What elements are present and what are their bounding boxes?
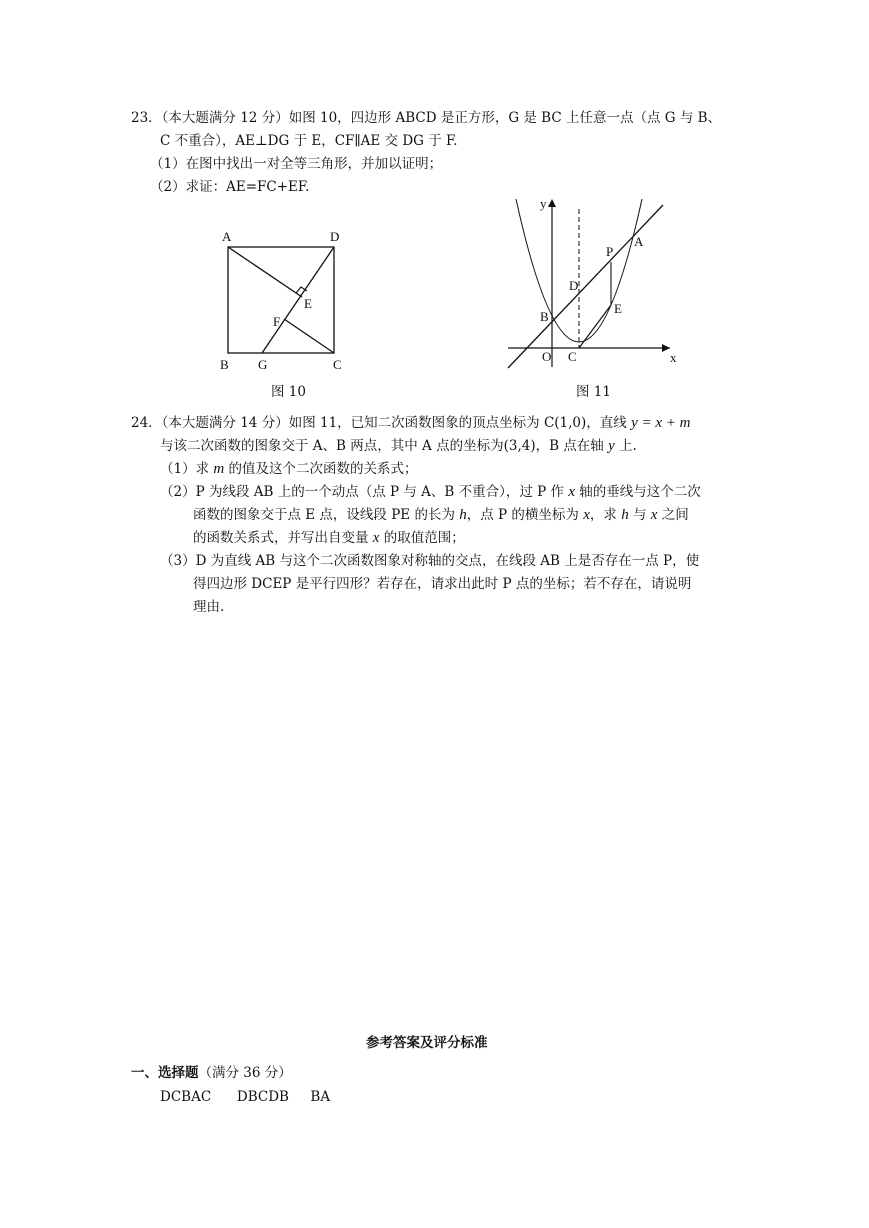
q24-line-2-end: 上. (614, 438, 637, 454)
q24-part-2-var-x: x (568, 484, 576, 500)
q24-line-equation: y = x + m (631, 415, 691, 431)
answers-section-1 (131, 1064, 292, 1082)
q23-part-1: （1）在图中找出一对全等三角形，并加以证明； (150, 156, 443, 172)
q24-part-2-var-h: h (459, 507, 467, 523)
figure-10 (210, 225, 360, 380)
fig11-label-O: O (542, 349, 552, 364)
fig11-label-C: C (568, 349, 577, 364)
fig10-label-F: F (273, 314, 281, 329)
answers-section-1-score: （满分 36 分） (198, 1065, 292, 1081)
q24-part-2-a: （2）P 为线段 AB 上的一个动点（点 P 与 A、B 不重合），过 P 作 (160, 484, 569, 500)
fig10-caption: 图 10 (271, 384, 306, 400)
q24-part-2-l3-b: 的取值范围； (379, 530, 465, 546)
q24-part-3-line-3: 理由. (193, 599, 225, 615)
q24-part-2-l3-a: 的函数关系式，并写出自变量 (193, 530, 373, 546)
fig11-label-P: P (606, 244, 614, 259)
answers-choices: DCBAC DBCDB BA (160, 1089, 331, 1105)
fig10-label-E: E (304, 296, 312, 311)
fig11-label-B: B (540, 309, 549, 324)
q24-part-2-l2-e: 之间 (657, 507, 689, 523)
fig11-label-y: y (540, 196, 547, 211)
fig10-label-G: G (258, 357, 268, 372)
q24-part-2-var-x4: x (372, 530, 380, 546)
fig10-label-B: B (220, 357, 229, 372)
q24-part-2-var-x2: x (583, 507, 590, 523)
q24-part-2-l2-a: 函数的图象交于点 E 点，设线段 PE 的长为 (193, 507, 460, 523)
q23-part-2: （2）求证：AE=FC+EF. (150, 179, 310, 195)
fig11-label-A: A (634, 234, 644, 249)
q23-line-1: 23．（本大题满分 12 分）如图 10，四边形 ABCD 是正方形，G 是 BC 上任意一点（点 G 与 B、 (131, 110, 722, 126)
fig11-label-x: x (670, 350, 677, 365)
q24-line-2-var-y: y (608, 438, 615, 454)
fig11-caption: 图 11 (576, 384, 611, 400)
q24-part-2-var-h2: h (621, 507, 629, 523)
q24-part-2-b: 轴的垂线与这个二次 (575, 484, 701, 500)
q24-part-3-line-2: 得四边形 DCEP 是平行四形？若存在，请求出此时 P 点的坐标；若不存在，请说明 (193, 576, 692, 592)
figure-11 (500, 195, 690, 375)
q24-part-2-l2-b: ，点 P 的横坐标为 (466, 507, 584, 523)
q24-part-2-line-3 (193, 529, 465, 547)
q24-part-2-l2-c: ，求 (589, 507, 622, 523)
answers-title: 参考答案及评分标准 (366, 1035, 488, 1051)
q24-part-3-line-1: （3）D 为直线 AB 与这个二次函数图象对称轴的交点，在线段 AB 上是否存在一点 P，使 (160, 553, 700, 569)
answers-section-1-heading: 一、选择题 (131, 1065, 199, 1081)
q24-part-1-var-m: m (213, 461, 225, 477)
q24-part-1-a: （1）求 (160, 461, 214, 477)
q24-part-1-b: 的值及这个二次函数的关系式； (224, 461, 418, 477)
q24-line-1-text: 24．（本大题满分 14 分）如图 11，已知二次函数图象的顶点坐标为 C(1,0)，直线 (131, 415, 632, 431)
fig11-label-E: E (614, 301, 622, 316)
q24-part-2-line-2 (193, 506, 689, 524)
q24-line-2-text: 与该二次函数的图象交于 A、B 两点，其中 A 点的坐标为(3,4)，B 点在轴 (160, 438, 609, 454)
q24-line-2 (160, 437, 637, 455)
fig10-label-D: D (330, 229, 340, 244)
q24-part-2-line-1 (160, 483, 701, 501)
q24-line-1 (131, 414, 690, 432)
fig11-label-D: D (569, 278, 579, 293)
fig10-label-A: A (222, 229, 232, 244)
q24-part-2-l2-d: 与 (628, 507, 651, 523)
fig10-label-C: C (333, 357, 342, 372)
q24-part-2-var-x3: x (650, 507, 658, 523)
q24-part-1 (160, 460, 418, 478)
q23-line-2: C 不重合），AE⊥DG 于 E，CF∥AE 交 DG 于 F. (160, 133, 458, 149)
